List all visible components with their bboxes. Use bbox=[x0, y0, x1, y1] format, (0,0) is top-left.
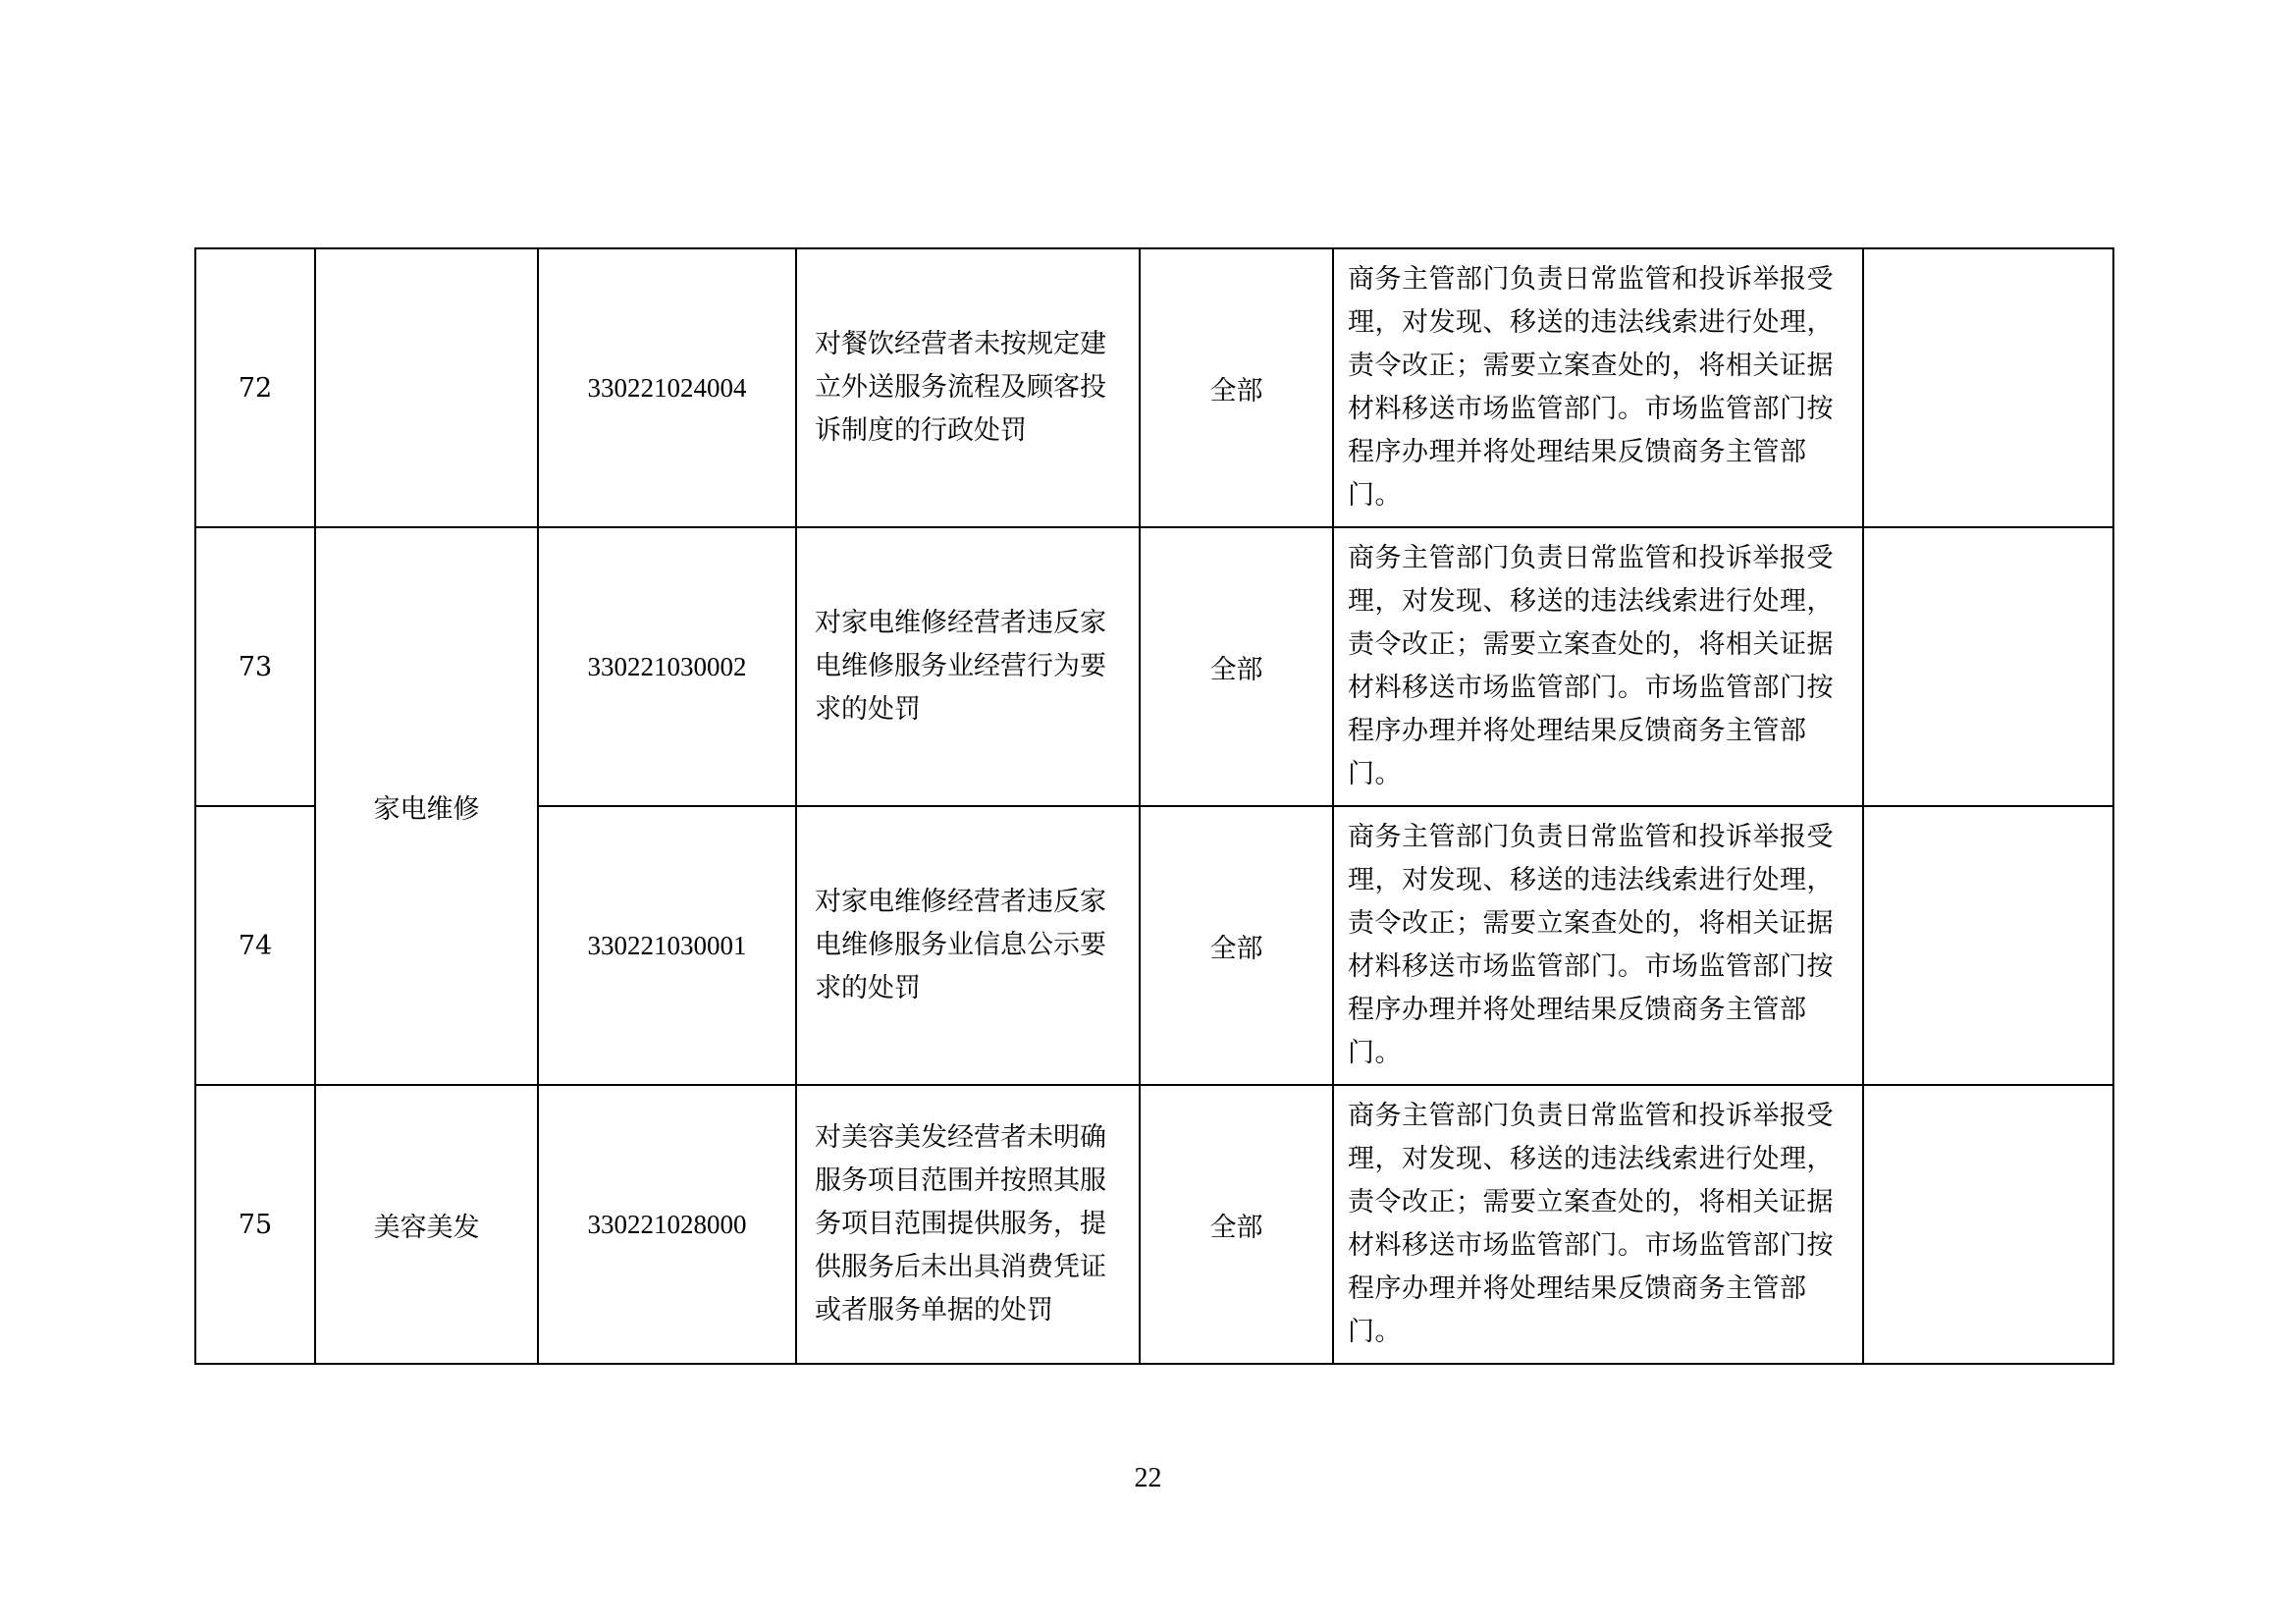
row-number: 72 bbox=[195, 248, 315, 527]
category-cell: 家电维修 bbox=[315, 527, 538, 1085]
penalty-table bbox=[194, 247, 2114, 1365]
scope-cell: 全部 bbox=[1140, 527, 1333, 806]
responsibility-cell: 商务主管部门负责日常监管和投诉举报受理，对发现、移送的违法线索进行处理，责令改正；需要立案查处的，将相关证据材料移送市场监管部门。市场监管部门按程序办理并将处理结果反馈商务主管部门。 bbox=[1333, 1085, 1863, 1364]
category-cell bbox=[315, 248, 538, 527]
scope-cell: 全部 bbox=[1140, 806, 1333, 1085]
note-cell bbox=[1863, 527, 2113, 806]
item-code: 330221030001 bbox=[538, 806, 796, 1085]
scope-cell: 全部 bbox=[1140, 248, 1333, 527]
item-code: 330221024004 bbox=[538, 248, 796, 527]
category-cell: 美容美发 bbox=[315, 1085, 538, 1364]
page-number: 22 bbox=[1134, 1463, 1162, 1493]
item-name: 对家电维修经营者违反家电维修服务业信息公示要求的处罚 bbox=[796, 806, 1140, 1085]
item-code: 330221030002 bbox=[538, 527, 796, 806]
row-number: 75 bbox=[195, 1085, 315, 1364]
row-number: 73 bbox=[195, 527, 315, 806]
table-row bbox=[195, 1085, 2113, 1364]
item-name: 对美容美发经营者未明确服务项目范围并按照其服务项目范围提供服务，提供服务后未出具消费凭证或者服务单据的处罚 bbox=[796, 1085, 1140, 1364]
table-row bbox=[195, 527, 2113, 806]
scope-cell: 全部 bbox=[1140, 1085, 1333, 1364]
row-number: 74 bbox=[195, 806, 315, 1085]
note-cell bbox=[1863, 1085, 2113, 1364]
item-name: 对餐饮经营者未按规定建立外送服务流程及顾客投诉制度的行政处罚 bbox=[796, 248, 1140, 527]
responsibility-cell: 商务主管部门负责日常监管和投诉举报受理，对发现、移送的违法线索进行处理，责令改正；需要立案查处的，将相关证据材料移送市场监管部门。市场监管部门按程序办理并将处理结果反馈商务主管部门。 bbox=[1333, 527, 1863, 806]
note-cell bbox=[1863, 806, 2113, 1085]
responsibility-cell: 商务主管部门负责日常监管和投诉举报受理，对发现、移送的违法线索进行处理，责令改正；需要立案查处的，将相关证据材料移送市场监管部门。市场监管部门按程序办理并将处理结果反馈商务主管部门。 bbox=[1333, 248, 1863, 527]
table-row bbox=[195, 248, 2113, 527]
item-name: 对家电维修经营者违反家电维修服务业经营行为要求的处罚 bbox=[796, 527, 1140, 806]
item-code: 330221028000 bbox=[538, 1085, 796, 1364]
note-cell bbox=[1863, 248, 2113, 527]
responsibility-cell: 商务主管部门负责日常监管和投诉举报受理，对发现、移送的违法线索进行处理，责令改正；需要立案查处的，将相关证据材料移送市场监管部门。市场监管部门按程序办理并将处理结果反馈商务主管部门。 bbox=[1333, 806, 1863, 1085]
